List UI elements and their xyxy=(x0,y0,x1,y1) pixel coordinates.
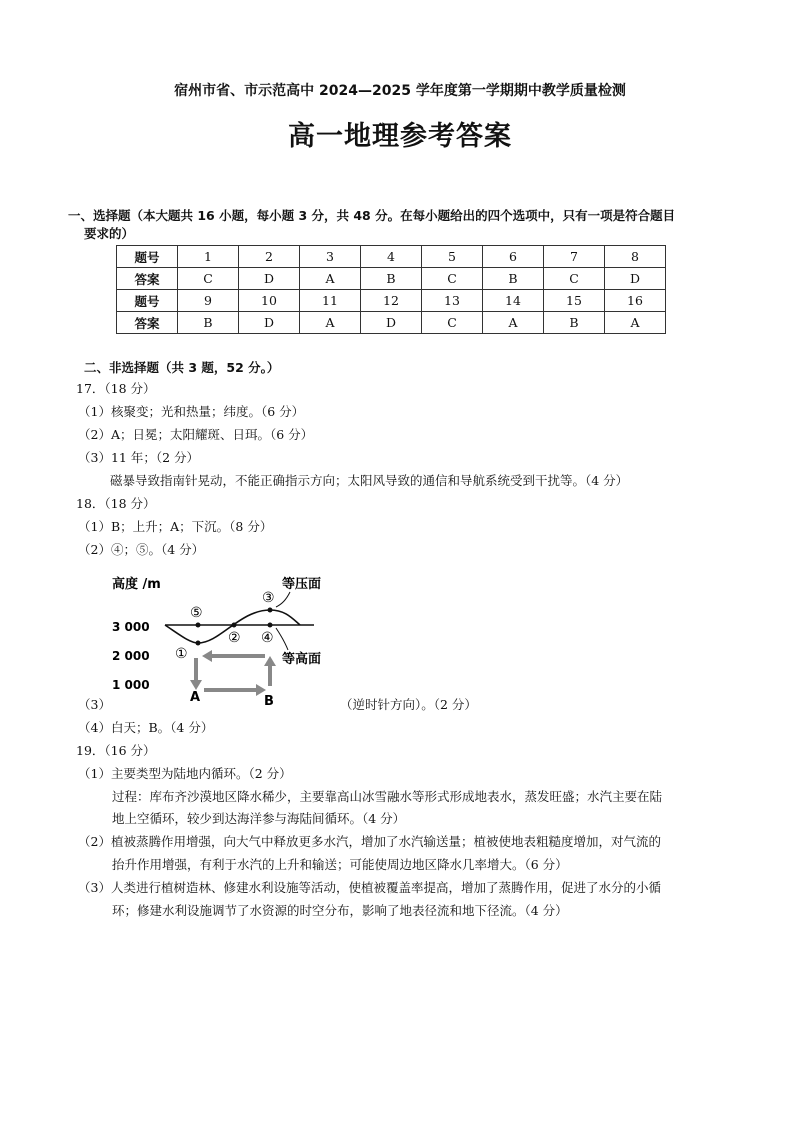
table-cell: D xyxy=(239,268,300,290)
y-axis-label: 高度 /m xyxy=(112,577,161,592)
table-row-answers-1 xyxy=(117,268,666,290)
table-cell: A xyxy=(605,312,666,334)
table-cell: 1 xyxy=(178,246,239,268)
table-cell: 2 xyxy=(239,246,300,268)
table-cell: B xyxy=(544,312,605,334)
table-cell: 3 xyxy=(300,246,361,268)
q18-answer-3-prefix: （3） xyxy=(78,697,111,712)
table-cell: D xyxy=(605,268,666,290)
isobar-pointer xyxy=(276,592,290,607)
table-cell: 7 xyxy=(544,246,605,268)
label-a: A xyxy=(190,690,201,705)
table-cell: 14 xyxy=(483,290,544,312)
page-title: 高一地理参考答案 xyxy=(288,121,512,152)
table-cell: 5 xyxy=(422,246,483,268)
q19-answer-1-process-1: 过程：库布齐沙漠地区降水稀少，主要靠高山冰雪融水等形式形成地表水，蒸发旺盛；水汽主要在陆 xyxy=(112,789,663,804)
contour-pointer xyxy=(276,628,288,650)
table-cell: 11 xyxy=(300,290,361,312)
table-cell: C xyxy=(422,312,483,334)
table-cell: 4 xyxy=(361,246,422,268)
q19-answer-2-cont: 抬升作用增强，有利于水汽的上升和输送；可能使周边地区降水几率增大。（6 分） xyxy=(112,857,568,872)
table-cell: 13 xyxy=(422,290,483,312)
table-cell: 9 xyxy=(178,290,239,312)
arrowhead-icon xyxy=(264,656,276,666)
q19-answer-1: （1）主要类型为陆地内循环。（2 分） xyxy=(78,766,292,781)
q19-answer-1-process-2: 地上空循环，较少到达海洋参与海陆间循环。（4 分） xyxy=(112,811,406,826)
q17-answer-3-detail: 磁暴导致指南针晃动，不能正确指示方向；太阳风导致的通信和导航系统受到干扰等。（4 分） xyxy=(110,473,629,488)
table-row-answers-2 xyxy=(117,312,666,334)
circulation-diagram-svg xyxy=(110,568,332,708)
q19-answer-2: （2）植被蒸腾作用增强，向大气中释放更多水汽，增加了水汽输送量；植被使地表粗糙度增加，对气流的 xyxy=(78,834,661,849)
q18-heading: 18．（18 分） xyxy=(76,496,156,511)
isobar-label: 等压面 xyxy=(282,577,322,592)
section1-heading-line2: 要求的） xyxy=(84,226,135,241)
table-cell: B xyxy=(178,312,239,334)
q18-answer-3-suffix: （逆时针方向）。（2 分） xyxy=(340,697,477,712)
table-cell: 16 xyxy=(605,290,666,312)
table-cell: D xyxy=(239,312,300,334)
point-label-4: ④ xyxy=(261,630,274,646)
circulation-diagram xyxy=(110,568,332,708)
table-cell: C xyxy=(544,268,605,290)
table-cell: 10 xyxy=(239,290,300,312)
row-label-answer: 答案 xyxy=(117,268,178,290)
arrowhead-icon xyxy=(202,650,212,662)
table-cell: 12 xyxy=(361,290,422,312)
answer-table xyxy=(116,245,666,334)
tick-label-2000: 2 000 xyxy=(112,649,150,663)
tick-label-1000: 1 000 xyxy=(112,678,150,692)
q17-answer-1: （1）核聚变；光和热量；纬度。（6 分） xyxy=(78,404,305,419)
point-marker xyxy=(196,641,201,646)
tick-label-3000: 3 000 xyxy=(112,620,150,634)
table-cell: B xyxy=(483,268,544,290)
section1-heading-line1: 一、选择题（本大题共 16 小题，每小题 3 分，共 48 分。在每小题给出的四个选项中，只有一项是符合题目 xyxy=(68,208,676,223)
q17-answer-3: （3）11 年；（2 分） xyxy=(78,450,200,465)
table-cell: A xyxy=(300,268,361,290)
q17-answer-2: （2）A；日冕；太阳耀斑、日珥。（6 分） xyxy=(78,427,314,442)
point-label-5: ⑤ xyxy=(190,605,203,621)
point-label-2: ② xyxy=(228,630,241,646)
row-label-question: 题号 xyxy=(117,290,178,312)
table-cell: A xyxy=(483,312,544,334)
table-cell: A xyxy=(300,312,361,334)
point-marker xyxy=(268,608,273,613)
table-cell: C xyxy=(422,268,483,290)
point-marker xyxy=(232,623,237,628)
row-label-answer: 答案 xyxy=(117,312,178,334)
table-row-questions-1 xyxy=(117,246,666,268)
point-label-3: ③ xyxy=(262,590,275,606)
table-cell: C xyxy=(178,268,239,290)
q18-answer-1: （1）B；上升；A；下沉。（8 分） xyxy=(78,519,273,534)
exam-subtitle: 宿州市省、市示范高中 2024—2025 学年度第一学期期中教学质量检测 xyxy=(174,83,626,99)
q18-answer-2: （2）④；⑤。（4 分） xyxy=(78,542,205,557)
q19-answer-3-cont: 环；修建水利设施调节了水资源的时空分布，影响了地表径流和地下径流。（4 分） xyxy=(112,903,568,918)
q18-answer-4: （4）白天；B。（4 分） xyxy=(78,720,214,735)
arrowhead-icon xyxy=(190,680,202,690)
contour-label: 等高面 xyxy=(282,652,322,667)
q19-answer-3: （3）人类进行植树造林、修建水利设施等活动，使植被覆盖率提高，增加了蒸腾作用，促进了水分的小循 xyxy=(78,880,661,895)
label-b: B xyxy=(264,694,274,708)
table-cell: 8 xyxy=(605,246,666,268)
table-cell: 6 xyxy=(483,246,544,268)
point-label-1: ① xyxy=(175,646,188,662)
section2-heading: 二、非选择题（共 3 题，52 分。） xyxy=(84,360,280,375)
table-cell: B xyxy=(361,268,422,290)
table-cell: D xyxy=(361,312,422,334)
table-row-questions-2 xyxy=(117,290,666,312)
table-cell: 15 xyxy=(544,290,605,312)
q19-heading: 19．（16 分） xyxy=(76,743,156,758)
row-label-question: 题号 xyxy=(117,246,178,268)
point-marker xyxy=(196,623,201,628)
q17-heading: 17．（18 分） xyxy=(76,381,156,396)
point-marker xyxy=(268,623,273,628)
